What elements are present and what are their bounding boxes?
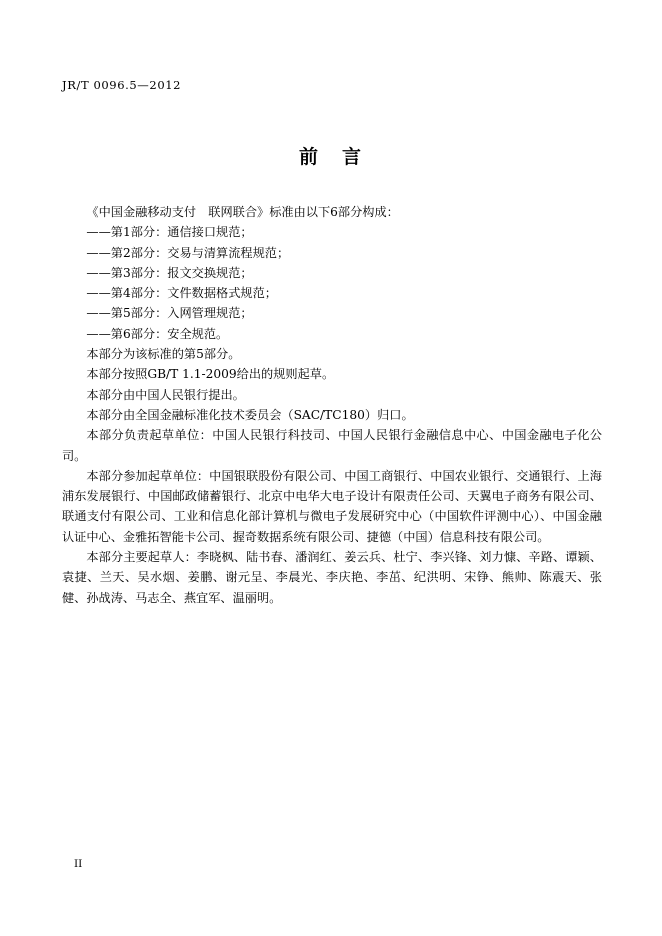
standard-code-header: JR/T 0096.5—2012 [62,78,182,92]
paragraph: 本部分为该标准的第5部分。 [86,347,241,362]
paragraph: ——第5部分：入网管理规范； [86,306,253,321]
paragraph: ——第1部分：通信接口规范； [86,225,253,240]
page-title-right: 言 [342,146,364,168]
page-title-left: 前 [298,146,320,168]
paragraph: 本部分按照GB/T 1.1-2009给出的规则起草。 [86,367,335,382]
paragraph: 本部分由中国人民银行提出。 [86,387,245,402]
page-title [0,142,662,169]
paragraph: ——第3部分：报文交换规范； [86,265,253,280]
foreword-body [62,202,602,608]
paragraph: ——第2部分：交易与清算流程规范； [86,245,290,260]
page-number: II [74,858,83,870]
paragraph: 本部分负责起草单位：中国人民银行科技司、中国人民银行金融信息中心、中国金融电子化公司。 [62,428,602,463]
paragraph: 本部分主要起草人：李晓枫、陆书春、潘润红、姜云兵、杜宁、李兴锋、刘力慷、辛路、谭颖、袁捷、兰天、吴水烟、姜鹏、谢元呈、李晨光、李庆艳、李茁、纪洪明、宋铮、熊帅、陈震天、张健、孙战涛、马志全、燕宜军、温丽明。 [62,550,602,605]
paragraph: 本部分参加起草单位：中国银联股份有限公司、中国工商银行、中国农业银行、交通银行、上海浦东发展银行、中国邮政储蓄银行、北京中电华大电子设计有限责任公司、天翼电子商务有限公司、联通支付有限公司、工业和信息化部计算机与微电子发展研究中心（中国软件评测中心）、中国金融认证中心、金雅拓智能卡公司、握奇数据系统有限公司、捷德（中国）信息科技有限公司。 [62,468,602,544]
paragraph: 本部分由全国金融标准化技术委员会（SAC/TC180）归口。 [86,407,414,422]
paragraph: ——第4部分：文件数据格式规范； [86,286,277,301]
paragraph: 《中国金融移动支付 联网联合》标准由以下6部分构成： [86,205,399,219]
paragraph: ——第6部分：安全规范。 [86,326,229,341]
